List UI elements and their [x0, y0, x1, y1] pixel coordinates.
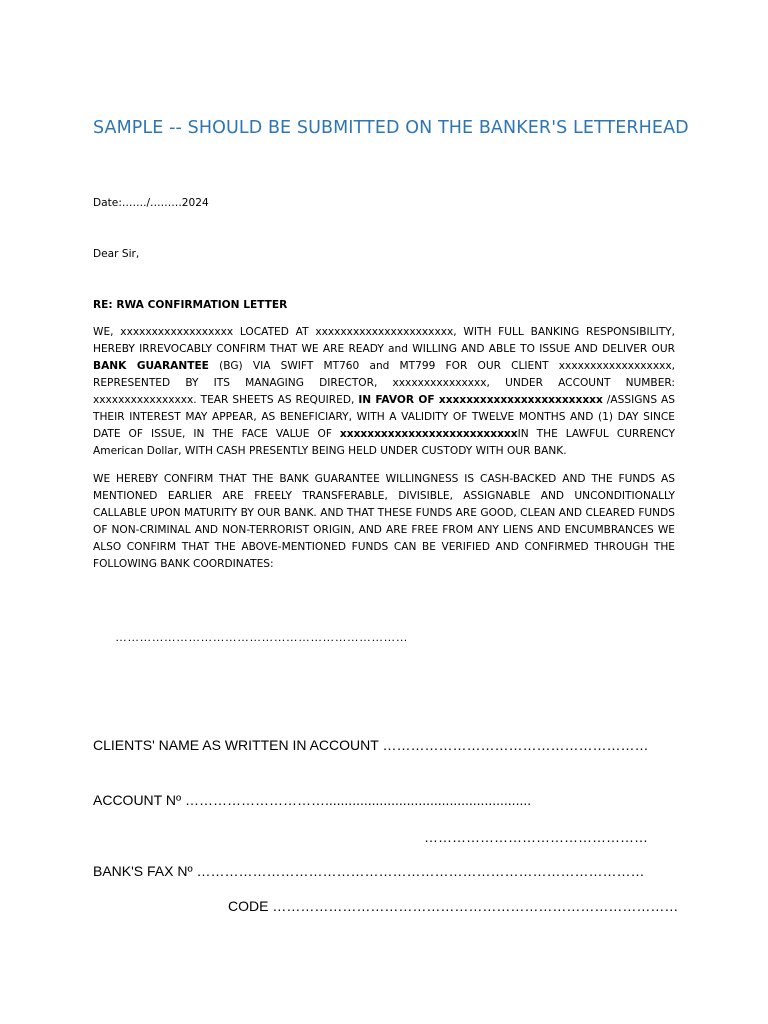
sample-heading: SAMPLE -- SHOULD BE SUBMITTED ON THE BANKER'S LETTERHEAD [93, 118, 689, 138]
date-line: Date:……./………2024 [93, 197, 209, 209]
banks-fax-field: BANK'S FAX Nº …………………………………………………………………………………… [93, 863, 645, 879]
clients-name-field: CLIENTS' NAME AS WRITTEN IN ACCOUNT ………………………………………………… [93, 737, 649, 753]
salutation: Dear Sir, [93, 248, 140, 260]
paragraph1-text-3: /ASSIGNS AS THEIR INTEREST MAY APPEAR, AS BENEFICIARY, WITH A VALIDITY OF TWELVE MONTHS AND (1) DAY SINCE DATE OF ISSUE, IN THE FACE VALUE OF [93, 394, 675, 440]
blank-field-line: ………………………………………… [424, 829, 648, 845]
re-line: RE: RWA CONFIRMATION LETTER [93, 299, 288, 311]
paragraph1-text-2: (BG) VIA SWIFT MT760 and MT799 FOR OUR CLIENT xxxxxxxxxxxxxxxxxx, REPRESENTED BY ITS MANAGING DIRECTOR, xxxxxxxxxxxxxxx, UNDER ACCOUNT NUMBER: xxxxxxxxxxxxxxxx. TEAR SHEETS AS REQUIRED, [93, 360, 675, 406]
paragraph1-text-1: WE, xxxxxxxxxxxxxxxxxx LOCATED AT xxxxxxxxxxxxxxxxxxxxxx, WITH FULL BANKING RESPONSIBILITY, HEREBY IRREVOCABLY CONFIRM THAT WE ARE READY and WILLING AND ABLE TO ISSUE AND DELIVER OUR [93, 326, 675, 355]
paragraph1-bold-bank-guarantee: BANK GUARANTEE [93, 360, 209, 372]
account-number-field: ACCOUNT Nº …………………………..................................................... [93, 792, 532, 808]
paragraph1-bold-in-favor: IN FAVOR OF xxxxxxxxxxxxxxxxxxxxxxxx [358, 394, 603, 406]
code-field: CODE …………………………………………………………………………… [228, 898, 679, 914]
paragraph1-text-4: IN THE LAWFUL CURRENCY American Dollar, WITH CASH PRESENTLY BEING HELD UNDER CUSTODY WITH OUR BANK. [93, 428, 675, 457]
paragraph-confirmation [93, 324, 675, 460]
paragraph1-bold-face-value: xxxxxxxxxxxxxxxxxxxxxxxxxx [339, 428, 518, 440]
dotted-blank-line: ……………………………………………………………… [115, 630, 408, 644]
paragraph-funds-confirmation: WE HEREBY CONFIRM THAT THE BANK GUARANTEE WILLINGNESS IS CASH-BACKED AND THE FUNDS AS MENTIONED EARLIER ARE FREELY TRANSFERABLE, DIVISIBLE, ASSIGNABLE AND UNCONDITIONALLY CALLABLE UPON MATURITY BY OUR BANK. AND THAT THESE FUNDS ARE GOOD, CLEAN AND CLEARED FUNDS OF NON-CRIMINAL AND NON-TERRORIST ORIGIN, AND ARE FREE FROM ANY LIENS AND ENCUMBRANCES WE ALSO CONFIRM THAT THE ABOVE-MENTIONED FUNDS CAN BE VERIFIED AND CONFIRMED THROUGH THE FOLLOWING BANK COORDINATES: [93, 473, 675, 570]
